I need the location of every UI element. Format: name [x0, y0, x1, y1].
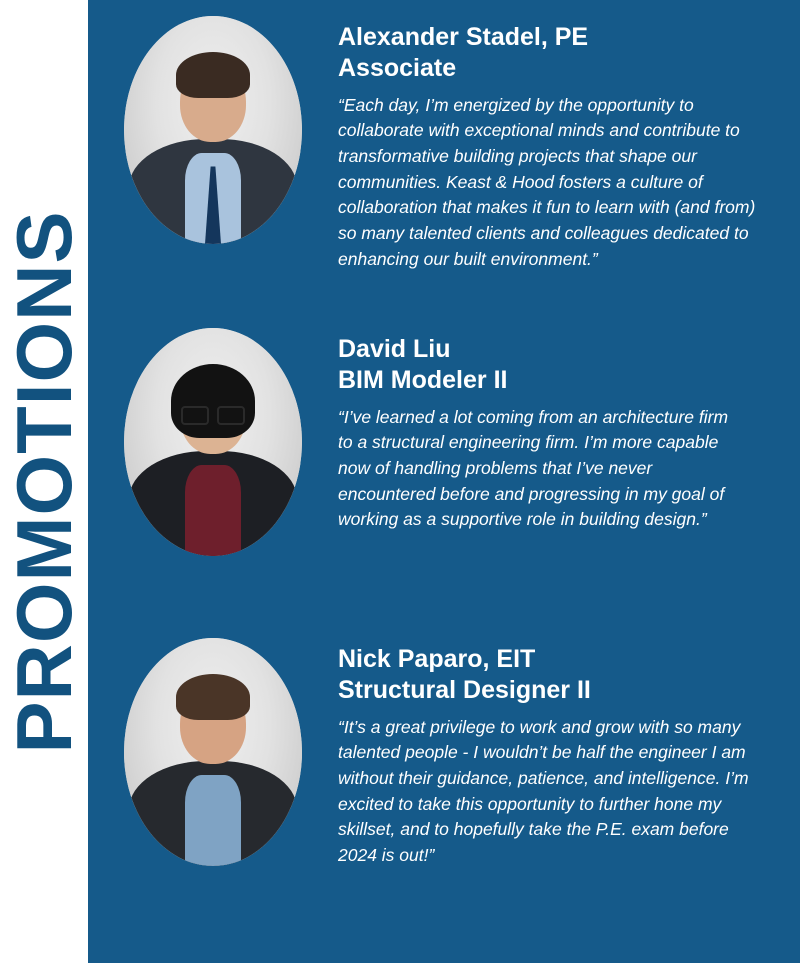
headshot-david-liu: [124, 328, 302, 556]
hair-shape: [176, 52, 250, 98]
page-title: PROMOTIONS: [0, 209, 88, 754]
person-name: Nick Paparo, EIT: [338, 645, 536, 673]
person-figure-icon: [124, 328, 302, 556]
promotion-entry: [88, 8, 800, 273]
shirt-shape: [185, 775, 241, 866]
side-title-panel: [0, 0, 88, 963]
promotion-text: [338, 8, 800, 273]
glasses-icon: [181, 406, 245, 422]
shirt-shape: [185, 465, 241, 556]
headshot-container: [88, 320, 338, 556]
promotion-entry: [88, 630, 800, 869]
headshot-alexander-stadel: [124, 16, 302, 244]
headshot-container: [88, 8, 338, 244]
person-quote: “It’s a great privilege to work and grow with so many talented people - I wouldn’t be half the engineer I am without their guidance, patience, and intelligence. I’m excited to take this opportunity to further hone my skillset, and to hopefully take the P.E. exam before 2024 is out!”: [338, 716, 749, 866]
hair-shape: [171, 364, 255, 438]
person-figure-icon: [124, 638, 302, 866]
hair-shape: [176, 674, 250, 720]
person-title: Structural Designer II: [338, 676, 591, 705]
person-name: David Liu: [338, 335, 451, 363]
headshot-nick-paparo: [124, 638, 302, 866]
person-title: BIM Modeler II: [338, 366, 508, 395]
person-figure-icon: [124, 16, 302, 244]
promotions-content: [88, 0, 800, 963]
person-quote: “Each day, I’m energized by the opportunity to collaborate with exceptional minds and contribute to transformative building projects that shape our communities. Keast & Hood fosters a culture of collaboration that makes it fun to learn with (and from) so many talented clients and colleagues dedicated to enhancing our built environment.”: [338, 94, 756, 269]
promotion-text: [338, 320, 800, 533]
person-quote: “I’ve learned a lot coming from an architecture firm to a structural engineering firm. I’m more capable now of handling problems that I’ve never encountered before and progressing in my goal of working as a supportive role in building design.”: [338, 406, 729, 530]
promotion-text: [338, 630, 800, 869]
person-name: Alexander Stadel, PE: [338, 23, 589, 51]
promotion-entry: [88, 320, 800, 556]
person-title: Associate: [338, 54, 457, 83]
headshot-container: [88, 630, 338, 866]
